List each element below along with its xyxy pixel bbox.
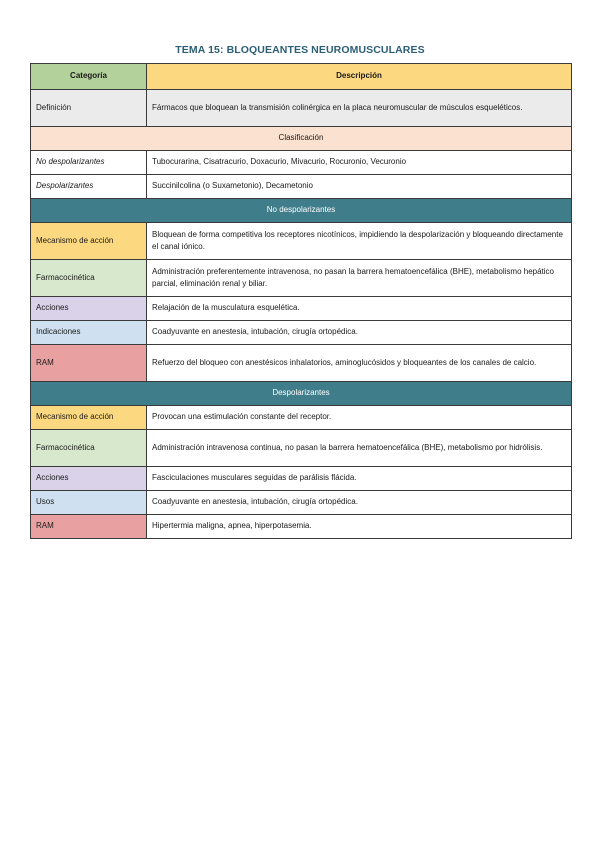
table-row bbox=[31, 223, 572, 260]
row-label: RAM bbox=[31, 345, 147, 382]
row-label: No despolarizantes bbox=[31, 151, 147, 175]
table-row bbox=[31, 260, 572, 297]
section-heading-row bbox=[31, 127, 572, 151]
row-text: Hipertermia maligna, apnea, hiperpotasemia. bbox=[147, 515, 572, 539]
row-text: Refuerzo del bloqueo con anestésicos inhalatorios, aminoglucósidos y bloqueantes de los canales de calcio. bbox=[147, 345, 572, 382]
row-text: Coadyuvante en anestesia, intubación, cirugía ortopédica. bbox=[147, 321, 572, 345]
table-row bbox=[31, 151, 572, 175]
row-text: Coadyuvante en anestesia, intubación, cirugía ortopédica. bbox=[147, 491, 572, 515]
row-text: Succinilcolina (o Suxametonio), Decametonio bbox=[147, 175, 572, 199]
row-label: Mecanismo de acción bbox=[31, 223, 147, 260]
row-label: Indicaciones bbox=[31, 321, 147, 345]
table-row bbox=[31, 515, 572, 539]
drug-table bbox=[30, 63, 572, 539]
row-label: Definición bbox=[31, 90, 147, 127]
row-label: Acciones bbox=[31, 297, 147, 321]
table-row bbox=[31, 430, 572, 467]
table-row bbox=[31, 175, 572, 199]
table-row bbox=[31, 345, 572, 382]
row-text: Administración preferentemente intravenosa, no pasan la barrera hematoencefálica (BHE), metabolismo hepático parcial, eliminación renal y biliar. bbox=[147, 260, 572, 297]
row-text: Bloquean de forma competitiva los receptores nicotínicos, impidiendo la despolarización y bloqueando directamente el canal iónico. bbox=[147, 223, 572, 260]
header-descripcion: Descripción bbox=[147, 64, 572, 90]
section-heading-no-despolarizantes: No despolarizantes bbox=[31, 199, 572, 223]
section-heading-row bbox=[31, 199, 572, 223]
row-label: Farmacocinética bbox=[31, 260, 147, 297]
section-heading-row bbox=[31, 382, 572, 406]
header-categoria: Categoría bbox=[31, 64, 147, 90]
row-text: Relajación de la musculatura esquelética. bbox=[147, 297, 572, 321]
row-label: RAM bbox=[31, 515, 147, 539]
table-row bbox=[31, 297, 572, 321]
row-text: Administración intravenosa continua, no pasan la barrera hematoencefálica (BHE), metabolismo por hidrólisis. bbox=[147, 430, 572, 467]
document-title: TEMA 15: BLOQUEANTES NEUROMUSCULARES bbox=[175, 44, 425, 56]
row-label: Mecanismo de acción bbox=[31, 406, 147, 430]
section-heading-clasificacion: Clasificación bbox=[31, 127, 572, 151]
row-label: Usos bbox=[31, 491, 147, 515]
row-text: Fármacos que bloquean la transmisión colinérgica en la placa neuromuscular de músculos esqueléticos. bbox=[147, 90, 572, 127]
table-row bbox=[31, 321, 572, 345]
table-row bbox=[31, 406, 572, 430]
row-label: Acciones bbox=[31, 467, 147, 491]
section-heading-despolarizantes: Despolarizantes bbox=[31, 382, 572, 406]
table-row bbox=[31, 467, 572, 491]
table-row bbox=[31, 491, 572, 515]
row-text: Fasciculaciones musculares seguidas de parálisis flácida. bbox=[147, 467, 572, 491]
row-label: Farmacocinética bbox=[31, 430, 147, 467]
table-header-row bbox=[31, 64, 572, 90]
table-row bbox=[31, 90, 572, 127]
row-text: Tubocurarina, Cisatracurio, Doxacurio, Mivacurio, Rocuronio, Vecuronio bbox=[147, 151, 572, 175]
row-text: Provocan una estimulación constante del receptor. bbox=[147, 406, 572, 430]
row-label: Despolarizantes bbox=[31, 175, 147, 199]
